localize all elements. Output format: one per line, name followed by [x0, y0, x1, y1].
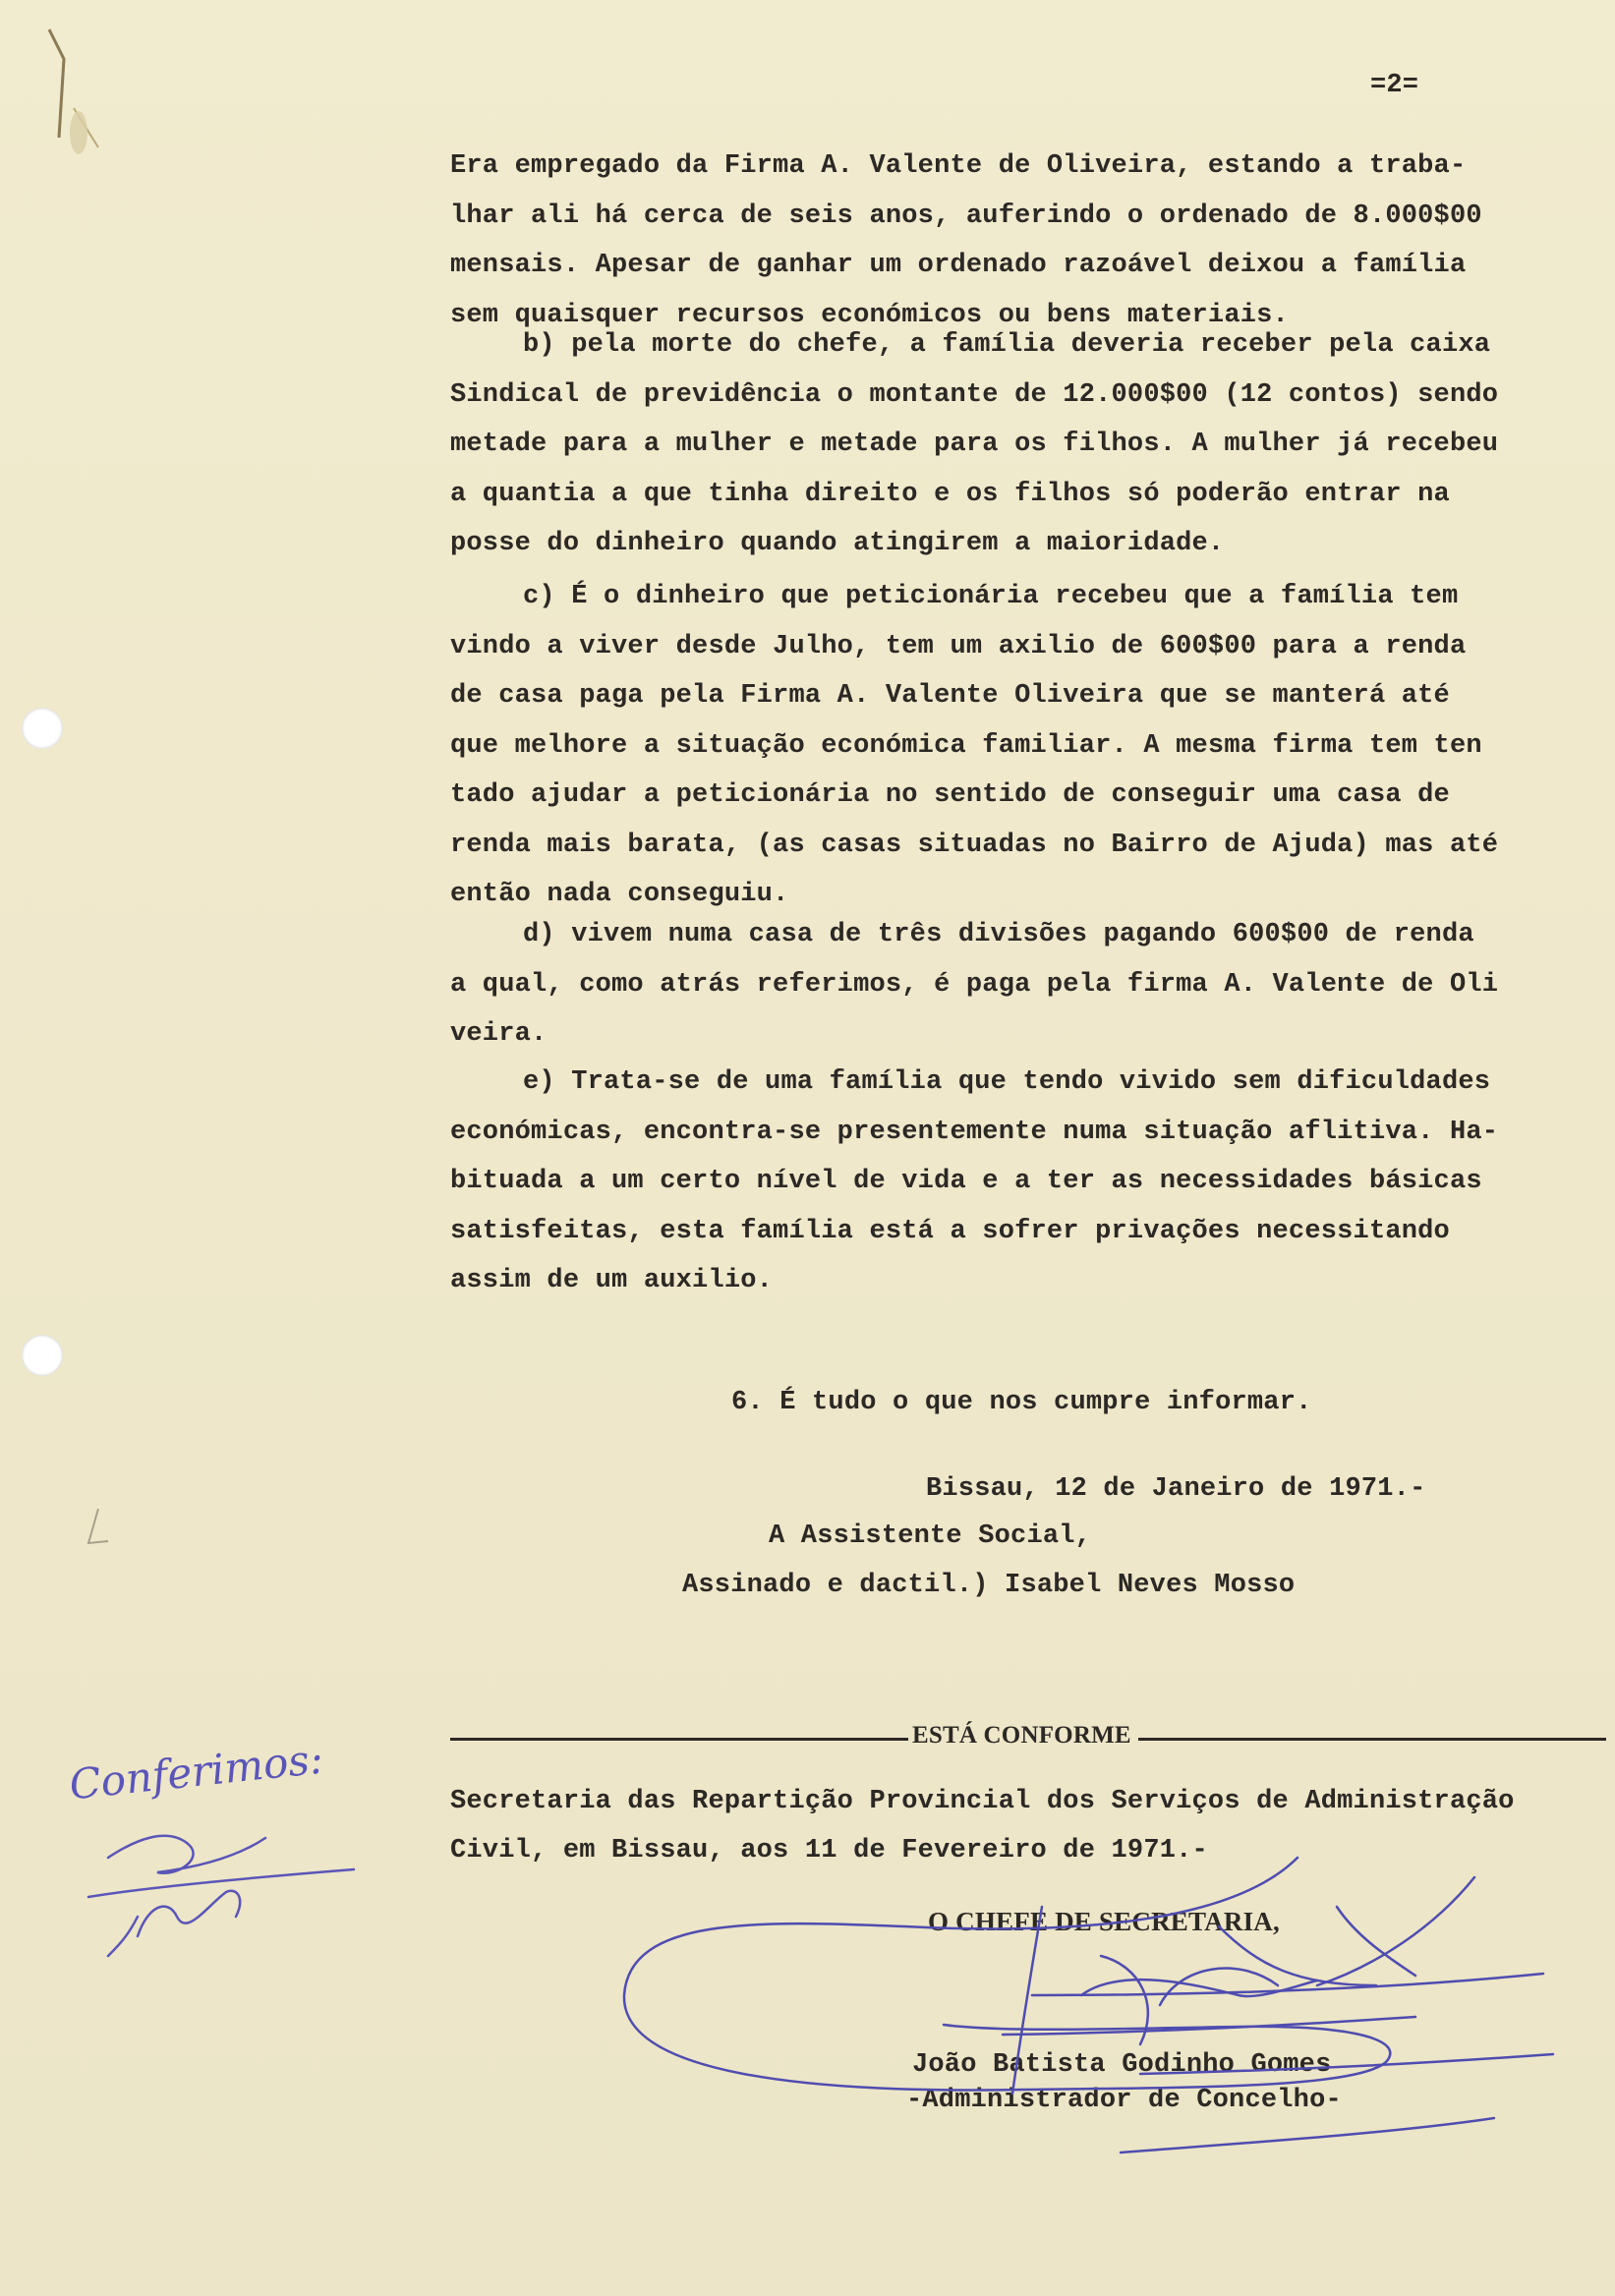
- body-line: Sindical de previdência o montante de 12.000$00 (12 contos) sendo: [450, 379, 1499, 410]
- conformity-rule-left: [450, 1738, 908, 1741]
- body-line: c) É o dinheiro que peticionária recebeu que a família tem: [523, 582, 1459, 611]
- body-line: renda mais barata, (as casas situadas no Bairro de Ajuda) mas até: [450, 830, 1499, 860]
- body-line: então nada conseguiu.: [450, 880, 789, 909]
- conformity-rule-right: [1138, 1738, 1606, 1741]
- signatory-role: A Assistente Social,: [769, 1521, 1092, 1551]
- body-line: vindo a viver desde Julho, tem um axilio de 600$00 para a renda: [450, 631, 1467, 661]
- body-line: a qual, como atrás referimos, é paga pela firma A. Valente de Oli: [450, 969, 1499, 1000]
- secretary-title: O CHEFE DE SECRETARIA,: [928, 1907, 1280, 1936]
- closing-statement: 6. É tudo o que nos cumpre informar.: [731, 1388, 1312, 1417]
- signature-scribble: [609, 1848, 1592, 2182]
- body-line: mensais. Apesar de ganhar um ordenado razoável deixou a família: [450, 251, 1467, 280]
- staple-mark-icon: [20, 20, 108, 157]
- margin-note-conferimos: Conferimos:: [67, 1734, 326, 1809]
- body-line: posse do dinheiro quando atingirem a maioridade.: [450, 529, 1225, 558]
- conformity-label: ESTÁ CONFORME: [912, 1722, 1131, 1749]
- body-line: satisfeitas, esta família está a sofrer privações necessitando: [450, 1216, 1450, 1246]
- place-date: Bissau, 12 de Janeiro de 1971.-: [926, 1474, 1426, 1504]
- body-line: lhar ali há cerca de seis anos, auferindo o ordenado de 8.000$00: [450, 201, 1482, 231]
- body-line: metade para a mulher e metade para os filhos. A mulher já recebeu: [450, 430, 1499, 459]
- administrator-title: -Administrador de Concelho-: [906, 2086, 1342, 2115]
- body-line: de casa paga pela Firma A. Valente Oliveira que se manterá até: [450, 681, 1450, 711]
- body-line: económicas, encontra-se presentemente numa situação aflitiva. Ha-: [450, 1117, 1499, 1147]
- body-line: a quantia a que tinha direito e os filhos só poderão entrar na: [450, 479, 1450, 509]
- punch-hole-bottom: [22, 1335, 63, 1376]
- administrator-name: João Batista Godinho Gomes: [912, 2050, 1332, 2080]
- certification-line-1: Secretaria das Repartição Provincial dos Serviços de Administração: [450, 1787, 1515, 1816]
- body-line: b) pela morte do chefe, a família deveria receber pela caixa: [523, 330, 1491, 360]
- margin-initials-scribble: [79, 1799, 374, 1976]
- body-line: e) Trata-se de uma família que tendo vivido sem dificuldades: [523, 1067, 1491, 1097]
- body-line: tado ajudar a peticionária no sentido de conseguir uma casa de: [450, 780, 1450, 810]
- punch-hole-top: [22, 708, 63, 749]
- body-line: assim de um auxilio.: [450, 1266, 774, 1295]
- certification-line-2: Civil, em Bissau, aos 11 de Fevereiro de 1971.-: [450, 1836, 1208, 1866]
- body-line: veira.: [450, 1019, 548, 1049]
- body-line: bituada a um certo nível de vida e a ter as necessidades básicas: [450, 1167, 1482, 1196]
- body-line: d) vivem numa casa de três divisões pagando 600$00 de renda: [523, 920, 1474, 949]
- page-number: =2=: [1370, 71, 1419, 100]
- body-line: que melhore a situação económica familiar. A mesma firma tem ten: [450, 730, 1482, 761]
- body-line: Era empregado da Firma A. Valente de Oliveira, estando a traba-: [450, 151, 1467, 181]
- pencil-mark-icon: [79, 1504, 118, 1553]
- signatory-name: Assinado e dactil.) Isabel Neves Mosso: [682, 1571, 1296, 1600]
- body-line: sem quaisquer recursos económicos ou bens materiais.: [450, 300, 1289, 330]
